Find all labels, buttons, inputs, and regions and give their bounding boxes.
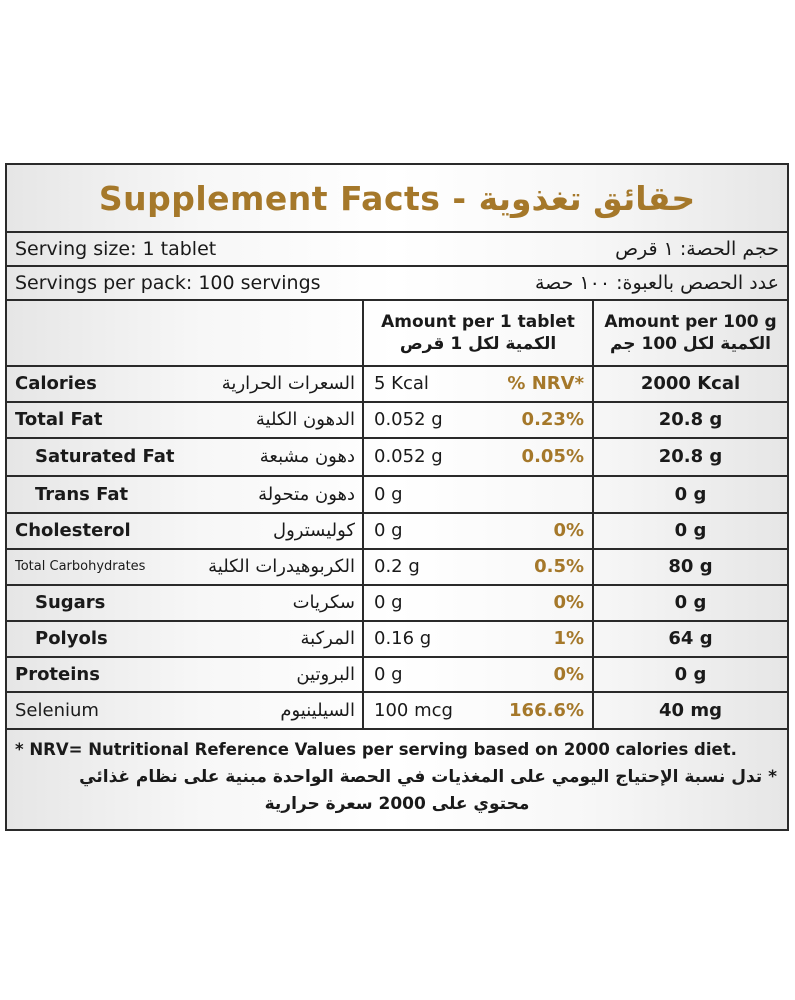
nrv-percent: 0.23%: [521, 409, 584, 430]
amount-per-100g: 0 g: [674, 592, 707, 613]
nutrient-row: [7, 693, 787, 730]
amount-per-100g: 40 mg: [659, 700, 722, 721]
nutrient-row: [7, 403, 787, 439]
serving-size-ar: حجم الحصة: ١ قرص: [615, 238, 779, 260]
nutrient-row: [7, 514, 787, 550]
amount-per-100g: 20.8 g: [658, 446, 723, 467]
amount-per-tablet: 0 g: [374, 664, 403, 685]
amount-per-tablet: 0.2 g: [374, 556, 420, 577]
nutrient-name-en: Proteins: [15, 664, 100, 685]
footnote-en: * NRV= Nutritional Reference Values per serving based on 2000 calories diet.: [15, 740, 737, 759]
amount-per-100g: 64 g: [668, 628, 713, 649]
nutrient-name-en: Sugars: [35, 592, 106, 613]
column-header-row: [7, 301, 787, 367]
nutrient-name-ar: المركبة: [300, 628, 355, 649]
nutrient-name-en: Total Carbohydrates: [15, 559, 146, 574]
nutrient-name-ar: سكريات: [292, 592, 355, 613]
serving-size-en: Serving size: 1 tablet: [15, 238, 217, 260]
header-per-tablet-en: Amount per 1 tablet: [381, 312, 575, 332]
nutrient-name-ar: البروتين: [296, 664, 355, 685]
amount-per-tablet: 0.052 g: [374, 409, 443, 430]
footnote: [7, 730, 787, 830]
nutrient-name-en: Saturated Fat: [35, 446, 175, 467]
amount-per-100g: 0 g: [674, 520, 707, 541]
nrv-percent: 0%: [553, 664, 584, 685]
amount-per-tablet: 100 mcg: [374, 700, 453, 721]
servings-per-pack-ar: عدد الحصص بالعبوة: ١٠٠ حصة: [535, 272, 779, 294]
nrv-percent: 0%: [553, 592, 584, 613]
amount-per-tablet: 0 g: [374, 520, 403, 541]
nutrient-row: [7, 658, 787, 693]
nutrient-name-en: Total Fat: [15, 409, 103, 430]
nutrient-row: [7, 439, 787, 477]
nutrient-row: [7, 477, 787, 514]
nutrient-name-en: Calories: [15, 373, 97, 394]
servings-per-pack-en: Servings per pack: 100 servings: [15, 272, 321, 294]
amount-per-tablet: 0.052 g: [374, 446, 443, 467]
nutrient-name-ar: الدهون الكلية: [255, 409, 355, 430]
amount-per-tablet: 0.16 g: [374, 628, 432, 649]
nutrient-name-en: Selenium: [15, 700, 99, 721]
nutrient-name-ar: دهون متحولة: [258, 484, 355, 505]
footnote-ar-line-2: محتوي على 2000 سعرة حرارية: [264, 794, 530, 814]
amount-per-tablet: 5 Kcal: [374, 373, 429, 394]
nutrient-name-ar: السيلينيوم: [280, 700, 355, 721]
amount-per-100g: 20.8 g: [658, 409, 723, 430]
nrv-percent: 0%: [553, 520, 584, 541]
nutrient-row: [7, 622, 787, 658]
header-per-100g-ar: الكمية لكل 100 جم: [609, 334, 772, 354]
nutrient-name-en: Trans Fat: [35, 484, 129, 505]
nutrient-row: [7, 367, 787, 403]
supplement-facts-panel: [5, 163, 789, 831]
amount-per-100g: 0 g: [674, 484, 707, 505]
serving-size-row: [7, 233, 787, 267]
nrv-percent: % NRV*: [507, 373, 584, 394]
header-per-100g-en: Amount per 100 g: [604, 312, 777, 332]
nrv-percent: 1%: [553, 628, 584, 649]
nutrient-name-en: Cholesterol: [15, 520, 131, 541]
nrv-percent: 166.6%: [509, 700, 584, 721]
amount-per-100g: 2000 Kcal: [640, 373, 741, 394]
amount-per-100g: 80 g: [668, 556, 713, 577]
nutrient-name-en: Polyols: [35, 628, 108, 649]
header-per-tablet-ar: الكمية لكل 1 قرص: [399, 334, 557, 354]
nrv-percent: 0.5%: [534, 556, 584, 577]
nrv-percent: 0.05%: [521, 446, 584, 467]
nutrient-row: [7, 586, 787, 622]
servings-per-pack-row: [7, 267, 787, 301]
amount-per-tablet: 0 g: [374, 484, 403, 505]
nutrient-name-ar: دهون مشبعة: [259, 446, 355, 467]
footnote-ar-line-1: * تدل نسبة الإحتياج اليومي على المغذيات في الحصة الواحدة مبنية على نظام غذائي: [79, 767, 777, 787]
nutrient-row: [7, 550, 787, 586]
nutrient-name-ar: السعرات الحرارية: [221, 373, 355, 394]
nutrient-name-ar: الكربوهيدرات الكلية: [208, 556, 355, 577]
nutrient-name-ar: كوليسترول: [273, 520, 355, 541]
amount-per-100g: 0 g: [674, 664, 707, 685]
amount-per-tablet: 0 g: [374, 592, 403, 613]
panel-title: Supplement Facts - حقائق تغذوية: [7, 165, 787, 233]
